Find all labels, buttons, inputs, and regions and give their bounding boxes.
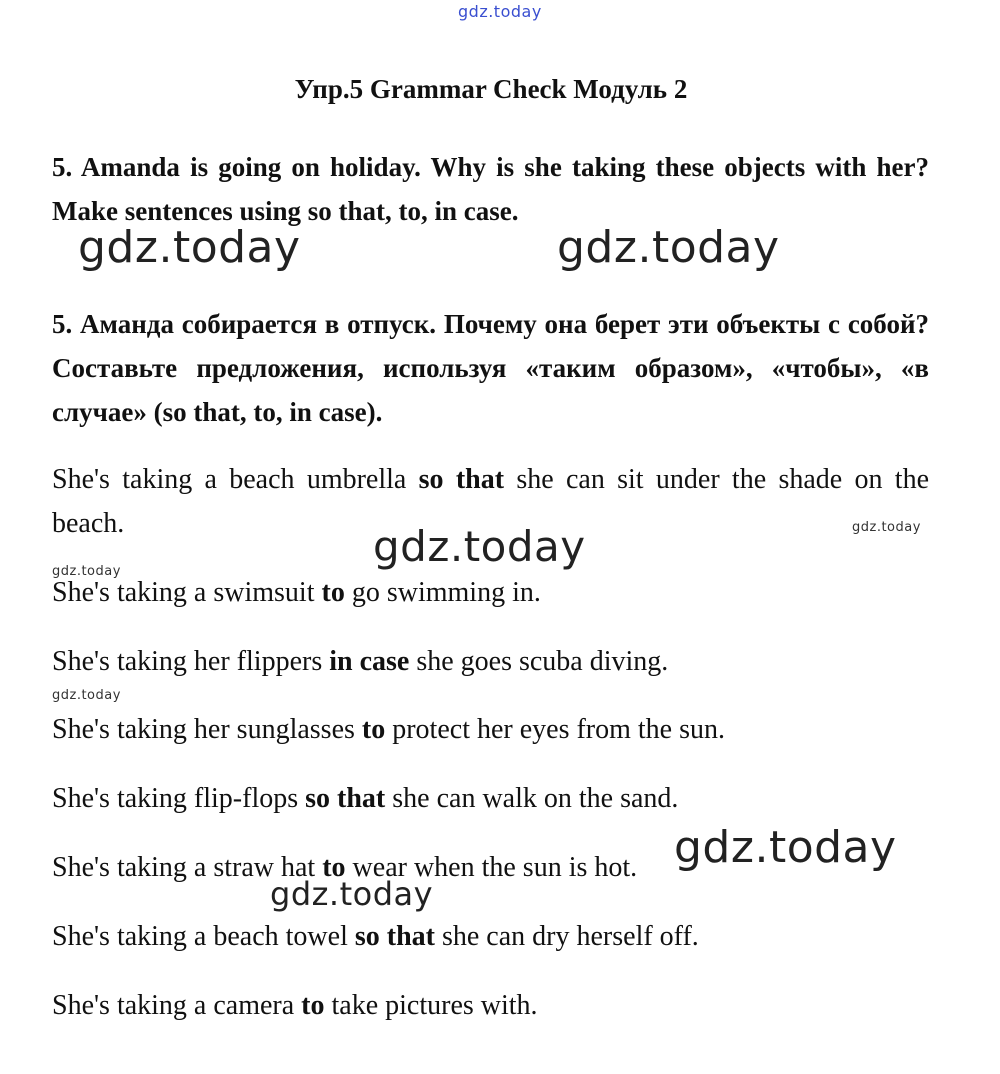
answer-keyword: to (301, 990, 325, 1021)
task-russian: 5. Аманда собирается в отпуск. Почему она берет эти объекты с собой? Составьте предложения, используя «таким образом», «чтобы», «в случае» (so that, to, in case). (52, 309, 929, 427)
answer-sentence: She's taking a camera to take pictures with. (52, 990, 538, 1021)
answer-sentence: She's taking flip-flops so that she can walk on the sand. (52, 783, 679, 814)
answer-sentence: She's taking a beach umbrella so that she can sit under the shade on the beach. (52, 464, 929, 539)
answer-keyword: so that (354, 921, 435, 952)
answer-keyword: to (322, 852, 346, 883)
task-english: 5. Amanda is going on holiday. Why is she taking these objects with her? Make sentences using so that, to, in case. (52, 152, 929, 226)
watermark-big: gdz.today (373, 522, 586, 571)
watermark-mid: gdz.today (270, 875, 434, 913)
watermark-small: gdz.today (52, 564, 121, 579)
watermark-small: gdz.today (852, 520, 921, 535)
watermark-big: gdz.today (674, 822, 897, 873)
watermark-big: gdz.today (78, 222, 301, 273)
answer-keyword: in case (329, 646, 410, 677)
page-title: Упр.5 Grammar Check Модуль 2 (294, 74, 688, 104)
answer-sentence: She's taking her flippers in case she goes scuba diving. (52, 646, 669, 677)
watermark-big: gdz.today (557, 222, 780, 273)
answer-keyword: so that (305, 783, 386, 814)
watermark-top: gdz.today (458, 2, 542, 21)
answer-sentence: She's taking her sunglasses to protect her eyes from the sun. (52, 714, 726, 745)
answer-sentence: She's taking a straw hat to wear when the sun is hot. (52, 852, 638, 883)
answer-sentence: She's taking a beach towel so that she can dry herself off. (52, 921, 699, 952)
answer-sentence: She's taking a swimsuit to go swimming in. (52, 577, 541, 608)
answer-keyword: to (321, 577, 345, 608)
watermark-small: gdz.today (52, 688, 121, 703)
answer-keyword: to (361, 714, 386, 745)
answer-keyword: so that (418, 464, 505, 495)
